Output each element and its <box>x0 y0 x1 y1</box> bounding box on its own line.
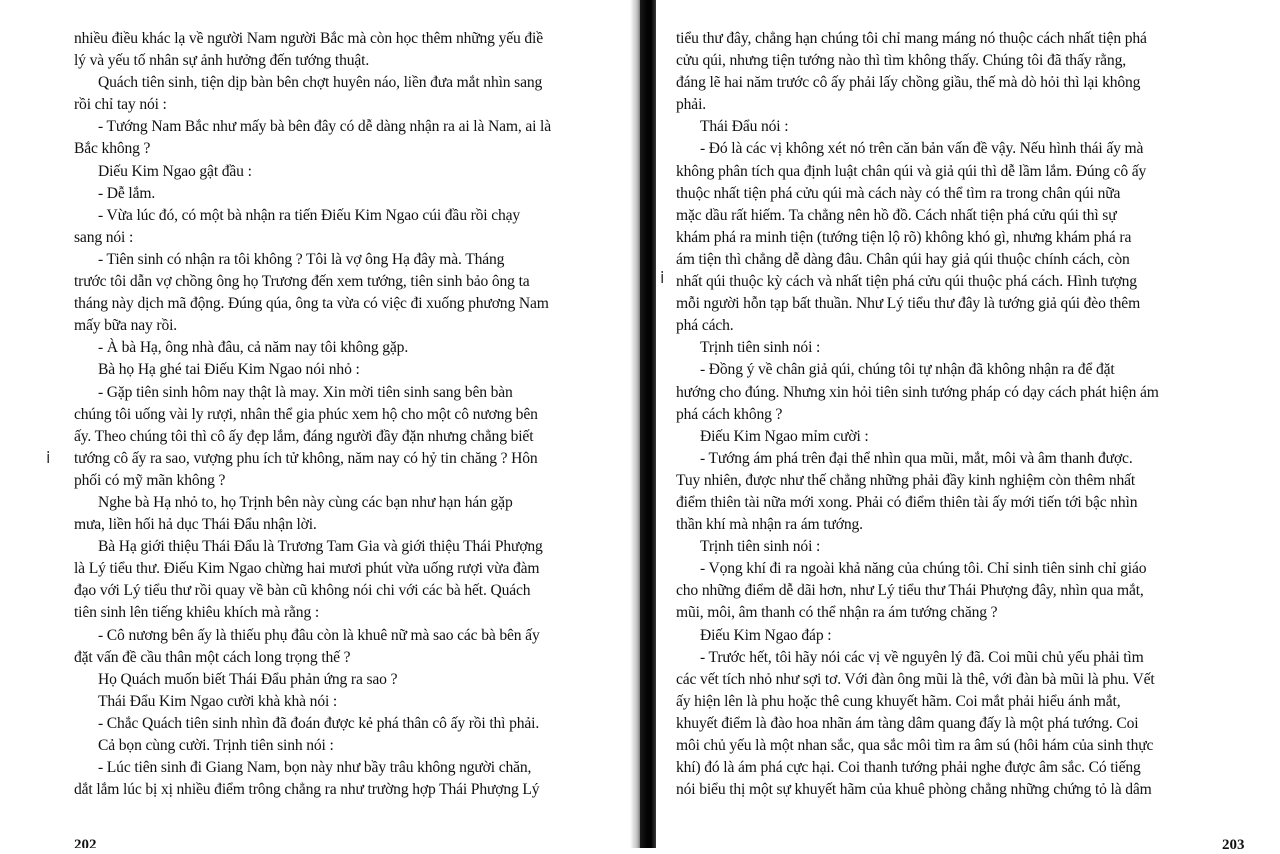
text-line: Họ Quách muốn biết Thái Đẩu phản ứng ra sao ? <box>98 670 398 688</box>
text-line: tháng này dịch mã động. Đúng qúa, ông ta vừa có việc đi xuống phương Nam <box>74 295 549 313</box>
text-line: - Cô nương bên ấy là thiếu phụ đâu còn là khuê nữ mà sao các bà bên ấy <box>98 626 540 644</box>
text-line: ấy. Theo chúng tôi thì cô ấy đẹp lắm, đáng người đầy đặn nhưng chẳng biết <box>74 427 534 445</box>
text-line: - À bà Hạ, ông nhà đâu, cả năm nay tôi không gặp. <box>98 339 409 357</box>
text-line: nhiều điều khác lạ về người Nam người Bắc mà còn học thêm những yếu điề <box>74 30 543 47</box>
text-line: nói biểu thị một sự khuyết hãm của khuê phòng chẳng những chứng tỏ là dâm <box>676 781 1152 799</box>
text-line: Bắc không ? <box>74 140 151 158</box>
text-line: tiểu thư đây, chẳng hạn chúng tôi chỉ mang máng nó thuộc cách nhất tiện phá <box>676 30 1147 47</box>
text-line: thuộc nhất tiện phá cửu qúi mà cách này có thể tìm ra trong chân qúi nữa <box>676 184 1121 202</box>
text-line: môi chủ yếu là một nhan sắc, qua sắc môi tìm ra âm sú (hôi hám của sinh thực <box>676 737 1154 754</box>
text-line: tiên sinh lên tiếng khiêu khích mà rằng : <box>74 604 320 622</box>
text-line: ám tiện thì chẳng dễ dàng đâu. Chân qúi hay giả qúi thuộc chính cách, còn <box>676 250 1130 268</box>
text-line: chúng tôi uống vài ly rượi, nhân thể gia phúc xem hộ cho một cô nương bên <box>74 405 538 423</box>
text-line: Diếu Kim Ngao gật đầu : <box>98 162 252 180</box>
text-line: Điếu Kim Ngao mỉm cười : <box>700 427 869 445</box>
right-page-number: 203 <box>1222 837 1245 853</box>
text-line: đáng lẽ hai năm trước cô ấy phải lấy chồng giầu, thế mà dò hỏi thì lại không <box>676 74 1141 92</box>
text-line: - Gặp tiên sinh hôm nay thật là may. Xin mời tiên sinh sang bên bàn <box>98 383 513 401</box>
text-line: là Lý tiểu thư. Điếu Kim Ngao chừng hai mươi phút vừa uống rượi vừa đàm <box>74 560 540 578</box>
text-line: - Đó là các vị không xét nó trên căn bản vấn đề vậy. Nếu hình thái ấy mà <box>700 140 1144 158</box>
text-line: - Chắc Quách tiên sinh nhìn đã đoán được kẻ phá thân cô ấy rồi thì phải. <box>98 714 540 732</box>
text-line: rồi chỉ tay nói : <box>74 96 167 114</box>
text-line: đạo với Lý tiểu thư rồi quay về bàn cũ không nói chi với các bà hết. Quách <box>74 582 531 600</box>
text-line: - Vừa lúc đó, có một bà nhận ra tiến Điếu Kim Ngao cúi đầu rồi chạy <box>98 206 521 224</box>
margin-tick-mark: ⅰ <box>660 270 665 287</box>
text-line: cửu qúi, nhưng tiện tướng nào thì tìm không thấy. Chúng tôi đã thấy rằng, <box>676 52 1126 70</box>
text-line: điểm thiên tài nữa mới xong. Phải có điểm thiên tài ấy mới tiến tới bậc nhìn <box>676 493 1138 511</box>
text-line: đặt vấn đề cầu thân một cách long trọng thế ? <box>74 648 351 666</box>
text-line: thần khí mà nhận ra ám tướng. <box>676 516 863 534</box>
text-line: khuyết điểm là đào hoa nhãn ám tàng dâm quang đấy là một phá tướng. Coi <box>676 714 1139 732</box>
text-line: - Tướng ám phá trên đại thể nhìn qua mũi, mắt, môi và âm thanh được. <box>700 449 1133 467</box>
text-line: mỗi người hỗn tạp bất thuần. Như Lý tiểu thư đây là tướng giả qúi đèo thêm <box>676 295 1141 313</box>
text-line: - Vọng khí đi ra ngoài khả năng của chúng tôi. Chỉ sinh tiên sinh chỉ giáo <box>700 560 1147 578</box>
text-line: hướng cho đúng. Nhưng xin hỏi tiên sinh tướng pháp có dạy cách phát hiện ám <box>676 383 1159 401</box>
text-line: - Đồng ý về chân giả qúi, chúng tôi tự nhận đã không nhận ra để đặt <box>700 361 1115 379</box>
text-line: phá cách. <box>676 317 734 335</box>
right-page-text <box>676 28 1274 801</box>
text-line: phá cách không ? <box>676 405 783 423</box>
text-line: Trịnh tiên sinh nói : <box>700 538 821 556</box>
text-line: ấy hiện lên là phu hoặc thê cung khuyết hãm. Coi mắt phải hiểu ánh mắt, <box>676 692 1121 710</box>
text-line: - Lúc tiên sinh đi Giang Nam, bọn này như bầy trâu không người chăn, <box>98 759 532 777</box>
text-line: - Tiên sinh có nhận ra tôi không ? Tôi là vợ ông Hạ đây mà. Tháng <box>98 250 505 268</box>
text-line: Điếu Kim Ngao đáp : <box>700 626 832 644</box>
text-line: Nghe bà Hạ nhỏ to, họ Trịnh bên này cùng các bạn như hạn hán gặp <box>98 493 513 511</box>
text-line: không phân tích qua định luật chân qúi và giả qúi thì dễ lầm lắm. Đúng cô ấy <box>676 162 1147 180</box>
text-line: Thái Đẩu nói : <box>700 118 789 136</box>
text-line: Tuy nhiên, được như thế chẳng những phải đầy kinh nghiệm còn thêm nhất <box>676 471 1136 489</box>
text-line: mấy bữa nay rồi. <box>74 317 178 335</box>
book-spine <box>640 0 656 848</box>
text-line: khí) đó là ám phá cực hại. Coi thanh tướng phải nghe được âm sắc. Có tiếng <box>676 759 1141 777</box>
left-page-number: 202 <box>74 837 97 848</box>
text-line: Cả bọn cùng cười. Trịnh tiên sinh nói : <box>98 737 334 754</box>
text-line: sang nói : <box>74 228 134 246</box>
text-line: dắt lắm lúc bị xị nhiều điểm trông chẳng ra như trường hợp Thái Phượng Lý <box>74 781 540 799</box>
text-line: nhất qúi thuộc kỳ cách và nhất tiện phá cửu qúi thuộc phá cách. Hình tượng <box>676 273 1137 291</box>
text-line: cho những điểm dễ dãi hơn, như Lý tiểu thư Thái Phượng đây, nhìn qua mắt, <box>676 582 1144 600</box>
text-line: trước tôi dẫn vợ chồng ông họ Trương đến xem tướng, tiên sinh bảo ông ta <box>74 273 530 291</box>
text-line: tướng cô ấy ra sao, vượng phu ích tử không, năm nay có hỷ tin chăng ? Hôn <box>74 449 538 467</box>
text-line: mưa, liền hối hả dục Thái Đẩu nhận lời. <box>74 516 317 534</box>
text-line: Trịnh tiên sinh nói : <box>700 339 821 357</box>
text-line: Quách tiên sinh, tiện dịp bàn bên chợt huyên náo, liền đưa mắt nhìn sang <box>98 74 543 92</box>
text-line: - Dễ lắm. <box>98 184 156 202</box>
right-page <box>650 0 1280 848</box>
text-line: - Trước hết, tôi hãy nói các vị về nguyên lý đã. Coi mũi chủ yếu phải tìm <box>700 648 1144 666</box>
text-line: mặc dầu rất hiếm. Ta chẳng nên hồ đồ. Cách nhất tiện phá cửu qúi thì sự <box>676 206 1117 224</box>
text-line: phối có mỹ mãn không ? <box>74 471 226 489</box>
text-line: khám phá ra minh tiện (tướng tiện lộ rõ) không khó gì, nhưng khám phá ra <box>676 228 1132 246</box>
text-line: Thái Đẩu Kim Ngao cười khà khà nói : <box>98 692 338 710</box>
text-line: - Tướng Nam Bắc như mấy bà bên đây có dễ dàng nhận ra ai là Nam, ai là <box>98 118 551 136</box>
text-line: mũi, môi, âm thanh có thể nhận ra ám tướng chăng ? <box>676 604 998 622</box>
margin-tick-mark: ⅰ <box>46 450 51 467</box>
text-line: phải. <box>676 96 706 114</box>
text-line: lý và yếu tố nhân sự ảnh hưởng đến tướng thuật. <box>74 52 370 70</box>
left-page-text <box>74 28 650 801</box>
text-line: các vết tích nhỏ như sợi tơ. Với đàn ông mũi là thê, với đàn bà mũi là phu. Vết <box>676 670 1155 688</box>
text-line: Bà họ Hạ ghé tai Điếu Kim Ngao nói nhỏ : <box>98 361 360 379</box>
text-line: Bà Hạ giới thiệu Thái Đẩu là Trương Tam Gia và giới thiệu Thái Phượng <box>98 538 543 556</box>
